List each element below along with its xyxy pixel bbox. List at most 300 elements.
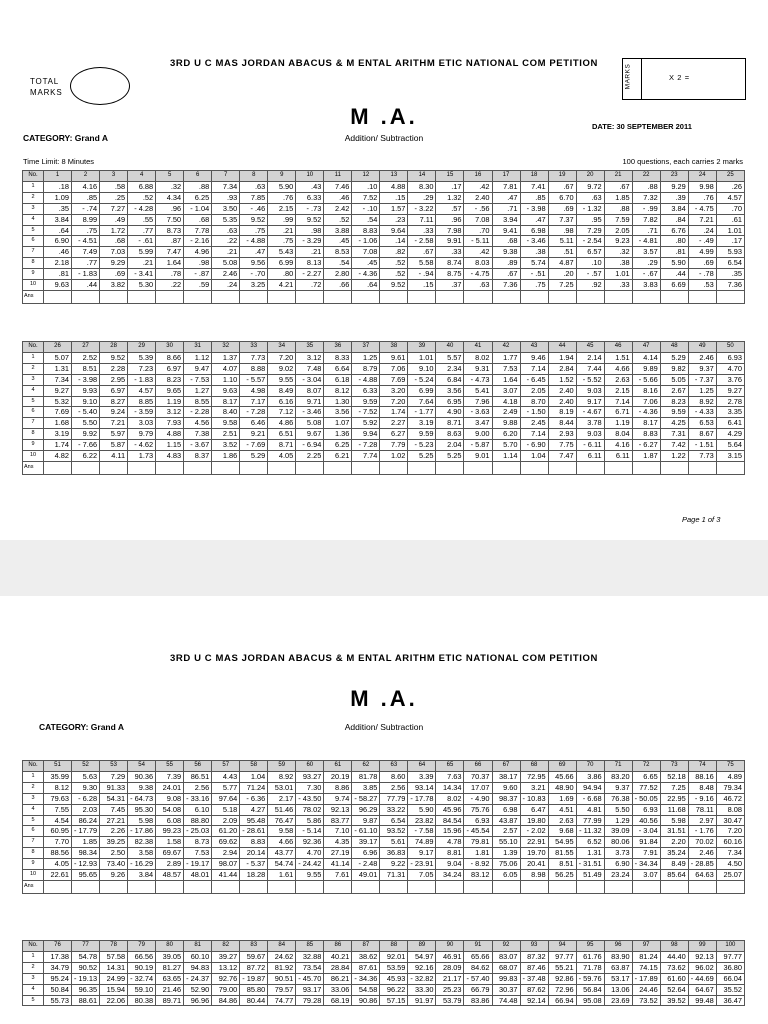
answer-cell[interactable] [492, 461, 520, 474]
number-cell: 79.63 [44, 793, 72, 804]
number-cell: 21.17 [436, 973, 464, 984]
answer-cell[interactable] [576, 290, 604, 303]
number-cell: 8.81 [436, 848, 464, 859]
number-cell: 60.10 [184, 951, 212, 962]
question-number: 78 [100, 941, 128, 952]
answer-cell[interactable] [296, 880, 324, 893]
answer-cell[interactable] [44, 461, 72, 474]
number-cell: .15 [408, 280, 436, 291]
number-cell: - 28.85 [688, 859, 716, 870]
number-cell: 91.97 [408, 995, 436, 1006]
number-cell: .32 [156, 181, 184, 192]
number-cell: 28.09 [436, 962, 464, 973]
answer-cell[interactable] [324, 880, 352, 893]
number-cell: 5.99 [128, 247, 156, 258]
number-cell: - 4.36 [632, 407, 660, 418]
number-cell: .61 [716, 214, 744, 225]
number-cell: .67 [604, 181, 632, 192]
number-cell: 6.52 [576, 837, 604, 848]
answer-cell[interactable] [380, 880, 408, 893]
number-cell: 7.55 [44, 804, 72, 815]
number-cell: 5.93 [716, 247, 744, 258]
number-cell: 4.16 [604, 440, 632, 451]
number-cell: 75.06 [492, 859, 520, 870]
number-cell: 24.62 [268, 951, 296, 962]
number-cell: 17.38 [44, 951, 72, 962]
number-cell: 20.19 [324, 771, 352, 782]
number-cell: - 1.32 [576, 203, 604, 214]
number-cell: .59 [184, 280, 212, 291]
number-cell: 80.06 [604, 837, 632, 848]
number-cell: 8.12 [324, 385, 352, 396]
number-cell: - 7.66 [72, 440, 100, 451]
table-row [23, 962, 745, 973]
number-cell: 35.52 [716, 984, 744, 995]
number-cell: 13.06 [604, 984, 632, 995]
number-cell: 7.10 [324, 826, 352, 837]
number-cell: - 19.17 [184, 859, 212, 870]
number-cell: 87.72 [240, 962, 268, 973]
answer-cell[interactable] [604, 880, 632, 893]
number-cell: 4.87 [548, 258, 576, 269]
number-cell: - 24.42 [296, 859, 324, 870]
number-cell: 73.52 [632, 995, 660, 1006]
answer-cell[interactable] [156, 880, 184, 893]
question-number: 26 [44, 342, 72, 353]
number-cell: .98 [184, 258, 212, 269]
answer-cell[interactable] [408, 461, 436, 474]
number-cell: 43.77 [268, 848, 296, 859]
number-cell: 3.84 [660, 203, 688, 214]
answer-cell[interactable] [212, 461, 240, 474]
question-number: 27 [72, 342, 100, 353]
number-cell: 9.79 [128, 429, 156, 440]
number-cell: 3.03 [128, 418, 156, 429]
number-cell: 1.01 [408, 352, 436, 363]
answer-cell[interactable] [632, 880, 660, 893]
row-number: 3 [23, 973, 44, 984]
answer-cell[interactable] [72, 290, 100, 303]
answer-cell[interactable] [576, 880, 604, 893]
number-cell: 3.78 [576, 418, 604, 429]
number-cell: 45.66 [548, 771, 576, 782]
total-marks-oval[interactable] [70, 67, 130, 105]
number-cell: 8.49 [660, 859, 688, 870]
number-cell: .47 [240, 247, 268, 258]
question-number: 9 [268, 171, 296, 182]
number-cell: 1.39 [492, 848, 520, 859]
number-cell: - 1.83 [128, 374, 156, 385]
answer-cell[interactable] [380, 461, 408, 474]
number-cell: 2.34 [436, 363, 464, 374]
question-number: 84 [268, 941, 296, 952]
number-cell: 4.43 [212, 771, 240, 782]
number-cell: 5.25 [408, 451, 436, 462]
number-cell: 7.96 [464, 396, 492, 407]
row-number: 7 [23, 837, 44, 848]
answer-cell[interactable] [604, 461, 632, 474]
number-cell: 2.52 [72, 352, 100, 363]
number-cell: 3.12 [296, 352, 324, 363]
answer-cell[interactable] [268, 461, 296, 474]
answer-cell[interactable] [128, 880, 156, 893]
number-cell: 30.47 [716, 815, 744, 826]
answer-cell[interactable] [184, 290, 212, 303]
number-cell: - 4.36 [352, 269, 380, 280]
answer-cell[interactable] [576, 461, 604, 474]
answer-cell[interactable] [156, 290, 184, 303]
answer-cell[interactable] [548, 290, 576, 303]
number-cell: 5.86 [296, 815, 324, 826]
answer-cell[interactable] [156, 461, 184, 474]
number-cell: 4.88 [380, 181, 408, 192]
answer-row [23, 461, 745, 474]
number-cell: 9.92 [72, 429, 100, 440]
number-cell: 95.30 [128, 804, 156, 815]
number-cell: 39.05 [156, 951, 184, 962]
number-cell: 2.18 [44, 258, 72, 269]
row-number: 9 [23, 859, 44, 870]
question-grid-26-50 [22, 341, 745, 475]
answer-cell[interactable] [352, 880, 380, 893]
number-cell: 1.81 [464, 848, 492, 859]
number-cell: 87.46 [520, 962, 548, 973]
number-cell: .75 [72, 225, 100, 236]
number-cell: .22 [212, 236, 240, 247]
number-cell: 4.57 [716, 192, 744, 203]
answer-cell[interactable] [492, 880, 520, 893]
answer-cell[interactable] [716, 461, 744, 474]
number-cell: 7.20 [380, 396, 408, 407]
number-cell: .39 [660, 192, 688, 203]
number-cell: - 4.88 [352, 374, 380, 385]
number-cell: 3.21 [520, 782, 548, 793]
answer-cell[interactable] [604, 290, 632, 303]
number-cell: 2.51 [212, 429, 240, 440]
number-cell: - 6.36 [240, 793, 268, 804]
number-cell: 9.24 [100, 407, 128, 418]
answer-cell[interactable] [212, 880, 240, 893]
section-subtitle: Addition/ Subtraction [344, 722, 424, 732]
number-cell: 33.22 [380, 804, 408, 815]
row-number: 4 [23, 984, 44, 995]
number-cell: 7.42 [660, 440, 688, 451]
number-cell: 2.57 [492, 826, 520, 837]
total-label: TOTAL [30, 77, 60, 86]
number-cell: - 28.61 [240, 826, 268, 837]
number-cell: .95 [576, 214, 604, 225]
number-cell: .52 [380, 258, 408, 269]
number-cell: - 45.70 [296, 973, 324, 984]
answer-cell[interactable] [548, 461, 576, 474]
question-number: 80 [156, 941, 184, 952]
question-number: 32 [212, 342, 240, 353]
number-cell: - .94 [408, 269, 436, 280]
number-cell: 41.14 [324, 859, 352, 870]
answer-cell[interactable] [212, 290, 240, 303]
table-row [23, 859, 745, 870]
answer-cell[interactable] [72, 461, 100, 474]
number-cell: 8.53 [324, 247, 352, 258]
question-number: 48 [660, 342, 688, 353]
number-cell: - 7.37 [688, 374, 716, 385]
number-cell: - 3.63 [464, 407, 492, 418]
number-cell: 11.68 [660, 804, 688, 815]
number-cell: - 17.78 [408, 793, 436, 804]
number-cell: 5.29 [240, 451, 268, 462]
number-cell: 9.55 [268, 374, 296, 385]
answer-cell[interactable] [632, 461, 660, 474]
number-cell: 68.07 [492, 962, 520, 973]
number-cell: 9.72 [576, 181, 604, 192]
answer-cell[interactable] [408, 880, 436, 893]
number-cell: 40.21 [324, 951, 352, 962]
number-cell: 2.40 [464, 192, 492, 203]
number-cell: - 11.32 [576, 826, 604, 837]
grid-header-row [23, 342, 745, 353]
answer-cell[interactable] [660, 461, 688, 474]
number-cell: 9.52 [380, 280, 408, 291]
answer-cell[interactable] [520, 290, 548, 303]
row-number: 6 [23, 407, 44, 418]
number-cell: .52 [324, 214, 352, 225]
number-cell: - 3.04 [632, 826, 660, 837]
answer-cell[interactable] [324, 461, 352, 474]
number-cell: 9.30 [72, 782, 100, 793]
answer-cell[interactable] [268, 880, 296, 893]
no-header: No. [23, 342, 44, 353]
number-cell: 1.01 [604, 269, 632, 280]
answer-cell[interactable] [324, 290, 352, 303]
answer-cell[interactable] [408, 290, 436, 303]
answer-cell[interactable] [436, 880, 464, 893]
number-cell: 7.08 [464, 214, 492, 225]
answer-cell[interactable] [688, 290, 716, 303]
number-cell: 2.26 [100, 826, 128, 837]
number-cell: 7.69 [44, 407, 72, 418]
number-cell: 7.49 [72, 247, 100, 258]
answer-row [23, 290, 745, 303]
number-cell: 7.37 [548, 214, 576, 225]
number-cell: 24.46 [632, 984, 660, 995]
table-row [23, 793, 745, 804]
answer-cell[interactable] [464, 461, 492, 474]
number-cell: 7.41 [520, 181, 548, 192]
answer-cell[interactable] [352, 461, 380, 474]
number-cell: 5.35 [212, 214, 240, 225]
answer-cell[interactable] [688, 880, 716, 893]
number-cell: 74.89 [408, 837, 436, 848]
number-cell: 2.56 [380, 782, 408, 793]
number-cell: - 32.82 [408, 973, 436, 984]
answer-cell[interactable] [436, 461, 464, 474]
total-marks-label [30, 76, 62, 98]
number-cell: 98.34 [72, 848, 100, 859]
answer-cell[interactable] [660, 880, 688, 893]
answer-cell[interactable] [72, 880, 100, 893]
number-cell: 95.24 [44, 973, 72, 984]
answer-cell[interactable] [184, 880, 212, 893]
question-number: 69 [548, 761, 576, 772]
grid-header-row [23, 941, 745, 952]
grid-header-row [23, 171, 745, 182]
question-number: 94 [548, 941, 576, 952]
number-cell: 2.89 [156, 859, 184, 870]
number-cell: 79.34 [716, 782, 744, 793]
number-cell: 8.51 [72, 363, 100, 374]
answer-cell[interactable] [240, 290, 268, 303]
number-cell: 36.80 [716, 962, 744, 973]
number-cell: 8.23 [660, 396, 688, 407]
number-cell: .75 [268, 236, 296, 247]
answer-cell[interactable] [716, 290, 744, 303]
answer-cell[interactable] [380, 290, 408, 303]
question-number: 81 [184, 941, 212, 952]
answer-cell[interactable] [660, 290, 688, 303]
number-cell: 97.64 [212, 793, 240, 804]
answer-cell[interactable] [184, 461, 212, 474]
number-cell: 21.46 [156, 984, 184, 995]
number-cell: 7.74 [352, 451, 380, 462]
number-cell: 8.73 [156, 225, 184, 236]
number-cell: 4.07 [212, 363, 240, 374]
answer-cell[interactable] [100, 461, 128, 474]
number-cell: .45 [324, 236, 352, 247]
row-number: 9 [23, 440, 44, 451]
number-cell: 9.41 [492, 225, 520, 236]
number-cell: - .74 [72, 203, 100, 214]
answer-cell[interactable] [436, 290, 464, 303]
answer-cell[interactable] [464, 290, 492, 303]
number-cell: 1.74 [44, 440, 72, 451]
number-cell: 5.63 [72, 771, 100, 782]
number-cell: 8.85 [128, 396, 156, 407]
number-cell: 4.70 [296, 848, 324, 859]
number-cell: 39.09 [604, 826, 632, 837]
number-cell: 86.51 [184, 771, 212, 782]
number-cell: - 3.98 [72, 374, 100, 385]
number-cell: 17.07 [464, 782, 492, 793]
number-cell: 2.04 [436, 440, 464, 451]
number-cell: 8.30 [408, 181, 436, 192]
answer-cell[interactable] [100, 290, 128, 303]
number-cell: 9.65 [156, 385, 184, 396]
row-number: 6 [23, 826, 44, 837]
number-cell: 7.29 [576, 225, 604, 236]
number-cell: 31.51 [660, 826, 688, 837]
number-cell: 9.17 [576, 396, 604, 407]
answer-cell[interactable] [716, 880, 744, 893]
number-cell: 7.98 [436, 225, 464, 236]
answer-cell[interactable] [688, 461, 716, 474]
number-cell: 8.99 [72, 214, 100, 225]
answer-cell[interactable] [520, 880, 548, 893]
number-cell: 70.37 [464, 771, 492, 782]
number-cell: 3.07 [632, 870, 660, 881]
answer-cell[interactable] [240, 880, 268, 893]
number-cell: .21 [268, 225, 296, 236]
number-cell: 9.56 [240, 258, 268, 269]
answer-cell[interactable] [268, 290, 296, 303]
number-cell: 76.38 [604, 793, 632, 804]
number-cell: 2.25 [296, 451, 324, 462]
answer-cell[interactable] [632, 290, 660, 303]
number-cell: 1.73 [128, 451, 156, 462]
answer-cell[interactable] [548, 880, 576, 893]
answer-cell[interactable] [520, 461, 548, 474]
answer-cell[interactable] [44, 290, 72, 303]
answer-cell[interactable] [100, 880, 128, 893]
number-cell: 72.96 [548, 984, 576, 995]
question-number: 8 [240, 171, 268, 182]
number-cell: 55.10 [492, 837, 520, 848]
number-cell: - 6.45 [520, 374, 548, 385]
number-cell: 6.27 [380, 429, 408, 440]
number-cell: - 4.73 [464, 374, 492, 385]
number-cell: - 7.28 [352, 440, 380, 451]
number-cell: 6.84 [436, 374, 464, 385]
number-cell: 76.47 [268, 815, 296, 826]
number-cell: .66 [324, 280, 352, 291]
number-cell: .84 [660, 214, 688, 225]
number-cell: .44 [660, 269, 688, 280]
answer-cell[interactable] [240, 461, 268, 474]
number-cell: 3.19 [44, 429, 72, 440]
number-cell: 96.29 [352, 804, 380, 815]
number-cell: 15.94 [100, 984, 128, 995]
answer-cell[interactable] [492, 290, 520, 303]
number-cell: 66.79 [464, 984, 492, 995]
number-cell: 9.37 [604, 782, 632, 793]
number-cell: .43 [296, 181, 324, 192]
number-cell: 8.40 [212, 407, 240, 418]
number-cell: 3.88 [324, 225, 352, 236]
answer-cell[interactable] [44, 880, 72, 893]
number-cell: - .10 [352, 203, 380, 214]
number-cell: 2.49 [492, 407, 520, 418]
answer-cell[interactable] [352, 290, 380, 303]
answer-cell[interactable] [296, 461, 324, 474]
number-cell: 4.81 [576, 804, 604, 815]
number-cell: 6.90 [604, 859, 632, 870]
number-cell: .88 [632, 181, 660, 192]
number-cell: - 2.27 [296, 269, 324, 280]
answer-cell[interactable] [128, 290, 156, 303]
number-cell: 93.52 [380, 826, 408, 837]
number-cell: 22.95 [660, 793, 688, 804]
number-cell: 9.00 [464, 429, 492, 440]
number-cell: 8.51 [548, 859, 576, 870]
answer-cell[interactable] [296, 290, 324, 303]
number-cell: 9.47 [184, 363, 212, 374]
number-cell: 9.63 [212, 385, 240, 396]
question-number: 12 [352, 171, 380, 182]
number-cell: - 31.51 [576, 859, 604, 870]
number-cell: .89 [492, 258, 520, 269]
answer-cell[interactable] [464, 880, 492, 893]
number-cell: 74.15 [632, 962, 660, 973]
number-cell: - 4.75 [688, 203, 716, 214]
number-cell: .68 [492, 236, 520, 247]
number-cell: - 57.40 [464, 973, 492, 984]
number-cell: 8.66 [156, 352, 184, 363]
number-cell: 2.80 [324, 269, 352, 280]
number-cell: .35 [716, 269, 744, 280]
question-number: 87 [352, 941, 380, 952]
number-cell: 8.83 [632, 429, 660, 440]
answer-cell[interactable] [128, 461, 156, 474]
number-cell: 7.38 [184, 429, 212, 440]
